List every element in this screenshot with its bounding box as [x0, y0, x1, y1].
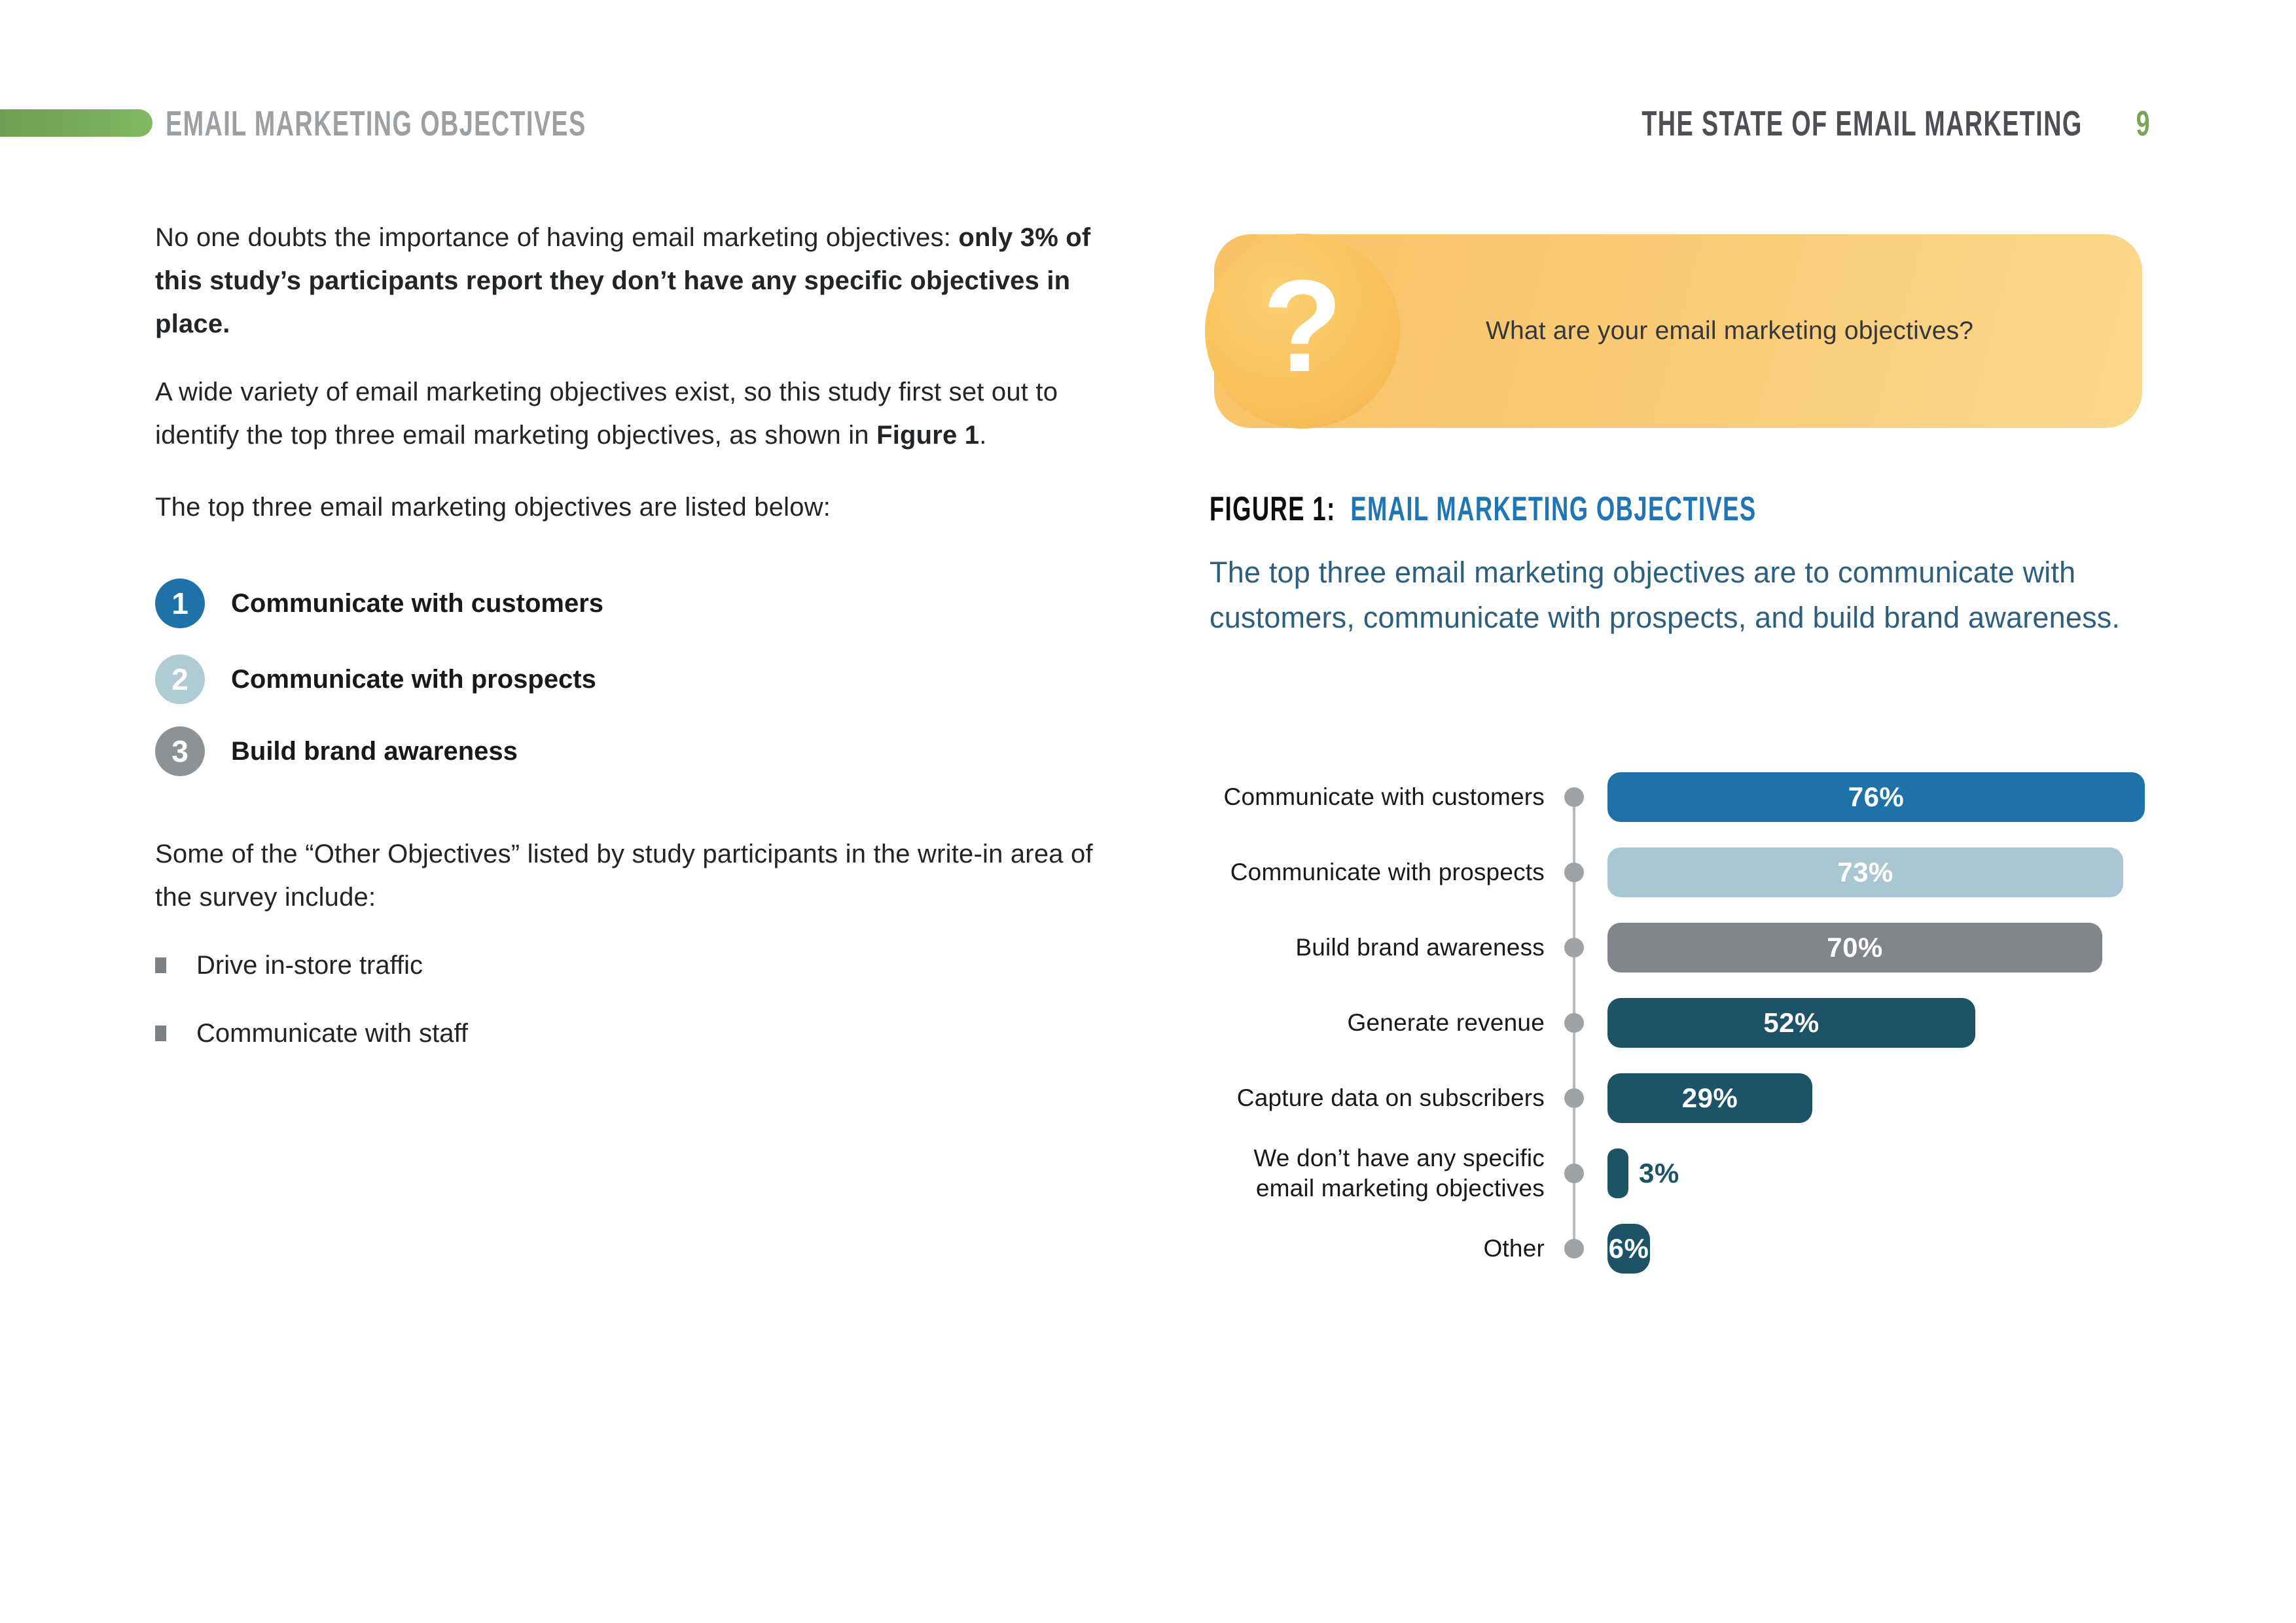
- bar-value-label: 52%: [1763, 1007, 1820, 1038]
- chart-category-label: Communicate with prospects: [1230, 858, 1545, 885]
- chart-category-label: Capture data on subscribers: [1236, 1084, 1545, 1111]
- axis-marker-cell: [1545, 1239, 1604, 1258]
- page-number: 9: [2136, 104, 2151, 143]
- chart-row: [1210, 1060, 2296, 1135]
- bullet-icon: [155, 957, 166, 973]
- bar-value-label: 70%: [1827, 931, 1883, 963]
- bullet-icon: [155, 1026, 166, 1041]
- question-mark-icon: ?: [1205, 234, 1400, 429]
- chart-bar: [1607, 1224, 1650, 1274]
- bar-area: [1604, 772, 2296, 822]
- chart-bar: [1607, 847, 2123, 897]
- axis-marker-cell: [1545, 1013, 1604, 1033]
- rank-1-badge: 1: [155, 579, 205, 628]
- axis-dot: [1564, 1239, 1584, 1258]
- intro-text: No one doubts the importance of having email marketing objectives:: [155, 223, 959, 252]
- axis-marker-cell: [1545, 1088, 1604, 1108]
- bullet-item: Drive in-store traffic: [155, 948, 941, 983]
- running-header: [1424, 103, 2151, 144]
- rank-2-badge: 2: [155, 654, 205, 704]
- section-title-text: EMAIL MARKETING OBJECTIVES: [166, 104, 586, 143]
- chart-row: [1210, 834, 2296, 910]
- bar-area: [1604, 847, 2296, 897]
- list-intro-paragraph: The top three email marketing objectives are listed below:: [155, 493, 831, 522]
- axis-marker-cell: [1545, 938, 1604, 957]
- objective-label: Communicate with prospects: [231, 664, 596, 694]
- objective-label: Build brand awareness: [231, 736, 518, 766]
- bar-value-label: 6%: [1608, 1232, 1649, 1264]
- chart-bar: [1607, 1073, 1812, 1123]
- variety-paragraph: A wide variety of email marketing objectives exist, so this study first set out to identify the top three email marketing objectives, as shown in Figure 1.: [155, 378, 1058, 450]
- figure-heading: [1210, 490, 1991, 529]
- section-accent-bar: [0, 109, 152, 137]
- callout-question-text: What are your email marketing objectives?: [1486, 317, 1974, 345]
- axis-dot: [1564, 938, 1584, 957]
- bar-area: [1604, 1073, 2296, 1123]
- bar-area: [1604, 1224, 2296, 1274]
- report-title: THE STATE OF EMAIL MARKETING: [1641, 104, 2083, 143]
- objective-label: Communicate with customers: [231, 588, 604, 618]
- axis-dot: [1564, 1013, 1584, 1033]
- bar-value-label: 3%: [1639, 1157, 1679, 1188]
- objective-list-item: [155, 579, 941, 628]
- chart-row: [1210, 985, 2296, 1060]
- objective-list-item: [155, 726, 941, 776]
- other-objectives-paragraph: Some of the “Other Objectives” listed by study participants in the write-in area of the survey include:: [155, 840, 1093, 912]
- chart-bar: [1607, 998, 1975, 1048]
- axis-marker-cell: [1545, 1164, 1604, 1183]
- bar-value-label: 29%: [1681, 1082, 1738, 1113]
- bar-area: [1604, 1149, 2296, 1198]
- axis-dot: [1564, 1164, 1584, 1183]
- chart-row: [1210, 1135, 2296, 1211]
- intro-paragraph: [155, 216, 1100, 346]
- chart-row: [1210, 1211, 2296, 1286]
- figure-reference: Figure 1: [876, 421, 980, 450]
- chart-category-label: Generate revenue: [1347, 1008, 1545, 1036]
- chart-bar: [1607, 772, 2145, 822]
- rank-3-badge: 3: [155, 726, 205, 776]
- bar-value-label: 76%: [1848, 781, 1905, 812]
- intro-highlight: only 3% of this study’s participants report they don’t have any specific objectives in place.: [155, 223, 1091, 338]
- chart-category-label: Other: [1483, 1234, 1545, 1262]
- bar-area: [1604, 998, 2296, 1048]
- axis-dot: [1564, 787, 1584, 807]
- section-title: [166, 103, 766, 144]
- chart-row: [1210, 910, 2296, 985]
- variety-text: A wide variety of email marketing objectives exist, so this study first set out to identify the top three email marketing objectives, as shown in: [155, 378, 1058, 450]
- bar-area: [1604, 923, 2296, 972]
- chart-bar: [1607, 923, 2102, 972]
- bullet-item: Communicate with staff: [155, 1016, 941, 1051]
- bar-value-label: 73%: [1837, 856, 1893, 887]
- axis-dot: [1564, 863, 1584, 882]
- axis-dot: [1564, 1088, 1584, 1108]
- chart-category-label: Build brand awareness: [1295, 933, 1545, 961]
- chart-category-label: We don’t have any specific email marketing objectives: [1253, 1144, 1545, 1202]
- objective-list-item: [155, 654, 941, 704]
- axis-marker-cell: [1545, 787, 1604, 807]
- figure-title: EMAIL MARKETING OBJECTIVES: [1350, 490, 1757, 528]
- bar-chart: [1210, 759, 2296, 1289]
- axis-marker-cell: [1545, 863, 1604, 882]
- chart-row: [1210, 759, 2296, 834]
- chart-rows: [1210, 759, 2296, 1286]
- figure-number-label: FIGURE 1:: [1210, 490, 1336, 528]
- chart-bar: [1607, 1149, 1628, 1198]
- chart-category-label: Communicate with customers: [1223, 783, 1545, 810]
- figure-subtitle: The top three email marketing objectives are to communicate with customers, communicate with prospects, and build brand awareness.: [1210, 556, 2121, 634]
